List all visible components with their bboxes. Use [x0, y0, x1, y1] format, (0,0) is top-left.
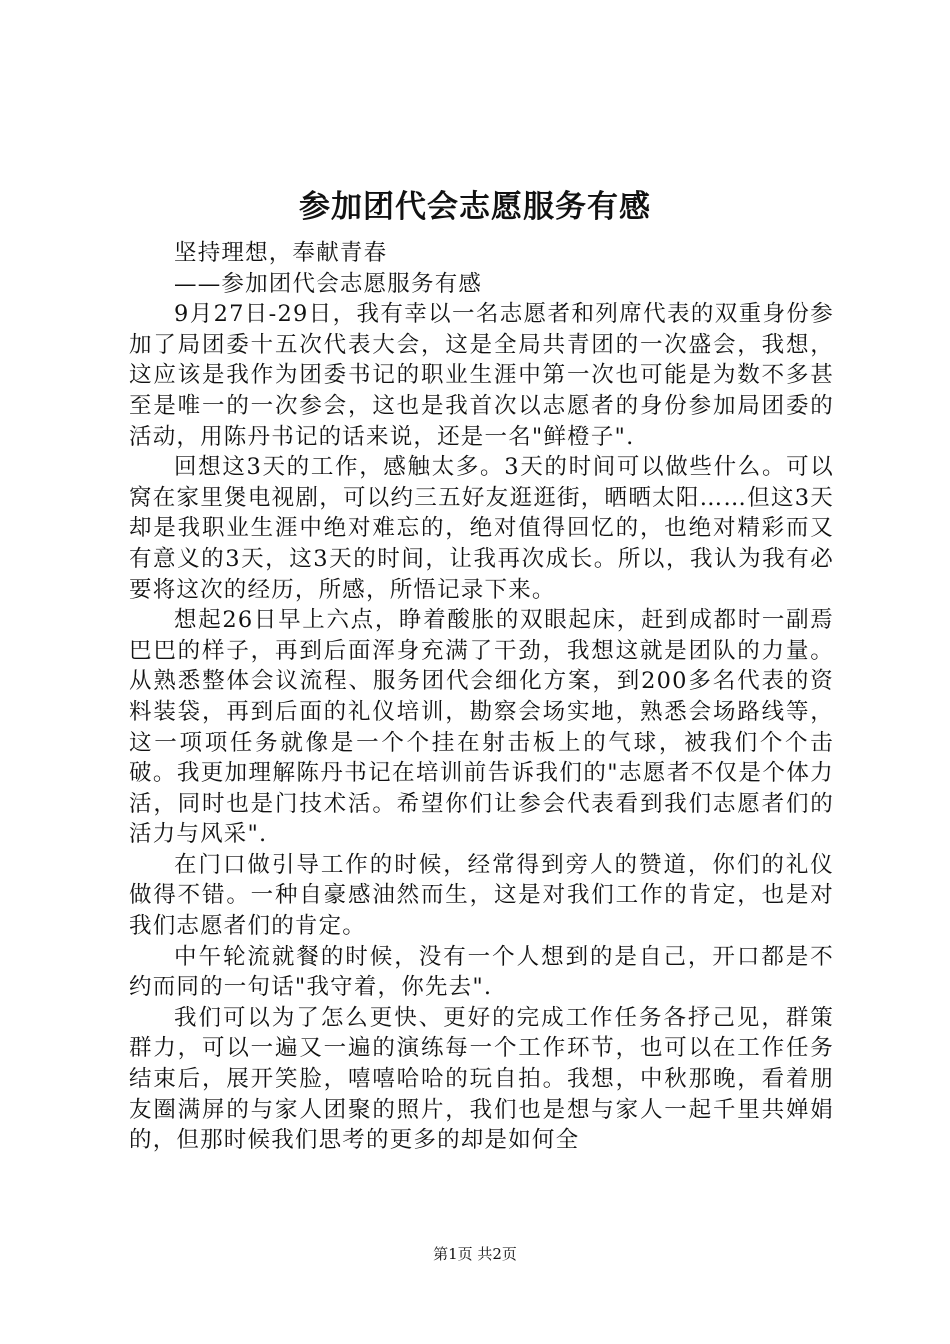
paragraph: 想起26日早上六点，睁着酸胀的双眼起床，赶到成都时一副焉巴巴的样子，再到后面浑身充满了干劲，我想这就是团队的力量。从熟悉整体会议流程、服务团代会细化方案，到200多名代表的资料装袋，再到后面的礼仪培训，勘察会场实地，熟悉会场路线等，这一项项任务就像是一个个挂在射击板上的气球，被我们个个击破。我更加理解陈丹书记在培训前告诉我们的"志愿者不仅是个体力活，同时也是门技术活。希望你们让参会代表看到我们志愿者们的活力与风采". — [129, 607, 834, 848]
paragraph: 中午轮流就餐的时候，没有一个人想到的是自己，开口都是不约而同的一句话"我守着，你先去". — [129, 943, 834, 1001]
paragraph: 我们可以为了怎么更快、更好的完成工作任务各抒己见，群策群力，可以一遍又一遍的演练每一个工作环节，也可以在工作任务结束后，展开笑脸，嘻嘻哈哈的玩自拍。我想，中秋那晚，看着朋友圈满屏的与家人团聚的照片，我们也是想与家人一起千里共婵娟的，但那时候我们思考的更多的却是如何全 — [129, 1004, 834, 1154]
paragraph: 回想这3天的工作，感触太多。3天的时间可以做些什么。可以窝在家里煲电视剧，可以约三五好友逛逛街，晒晒太阳……但这3天却是我职业生涯中绝对难忘的，绝对值得回忆的，也绝对精彩而又有意义的3天，这3天的时间，让我再次成长。所以，我认为我有必要将这次的经历，所感，所悟记录下来。 — [129, 454, 834, 603]
paragraph: 在门口做引导工作的时候，经常得到旁人的赞道，你们的礼仪做得不错。一种自豪感油然而生，这是对我们工作的肯定，也是对我们志愿者们的肯定。 — [129, 851, 834, 940]
page-footer: 第1页 共2页 — [433, 1245, 517, 1263]
document-body — [129, 238, 834, 1156]
paragraph-subtitle-line: ——参加团代会志愿服务有感 — [174, 270, 483, 297]
page-title: 参加团代会志愿服务有感 — [299, 189, 651, 225]
paragraph-subtitle: 坚持理想，奉献青春 — [174, 240, 388, 266]
paragraph: 9月27日-29日，我有幸以一名志愿者和列席代表的双重身份参加了局团委十五次代表大会，这是全局共青团的一次盛会，我想，这应该是我作为团委书记的职业生涯中第一次也可能是为数不多甚至是唯一的一次参会，这也是我首次以志愿者的身份参加局团委的活动，用陈丹书记的话来说，还是一名"鲜橙子". — [129, 301, 834, 450]
